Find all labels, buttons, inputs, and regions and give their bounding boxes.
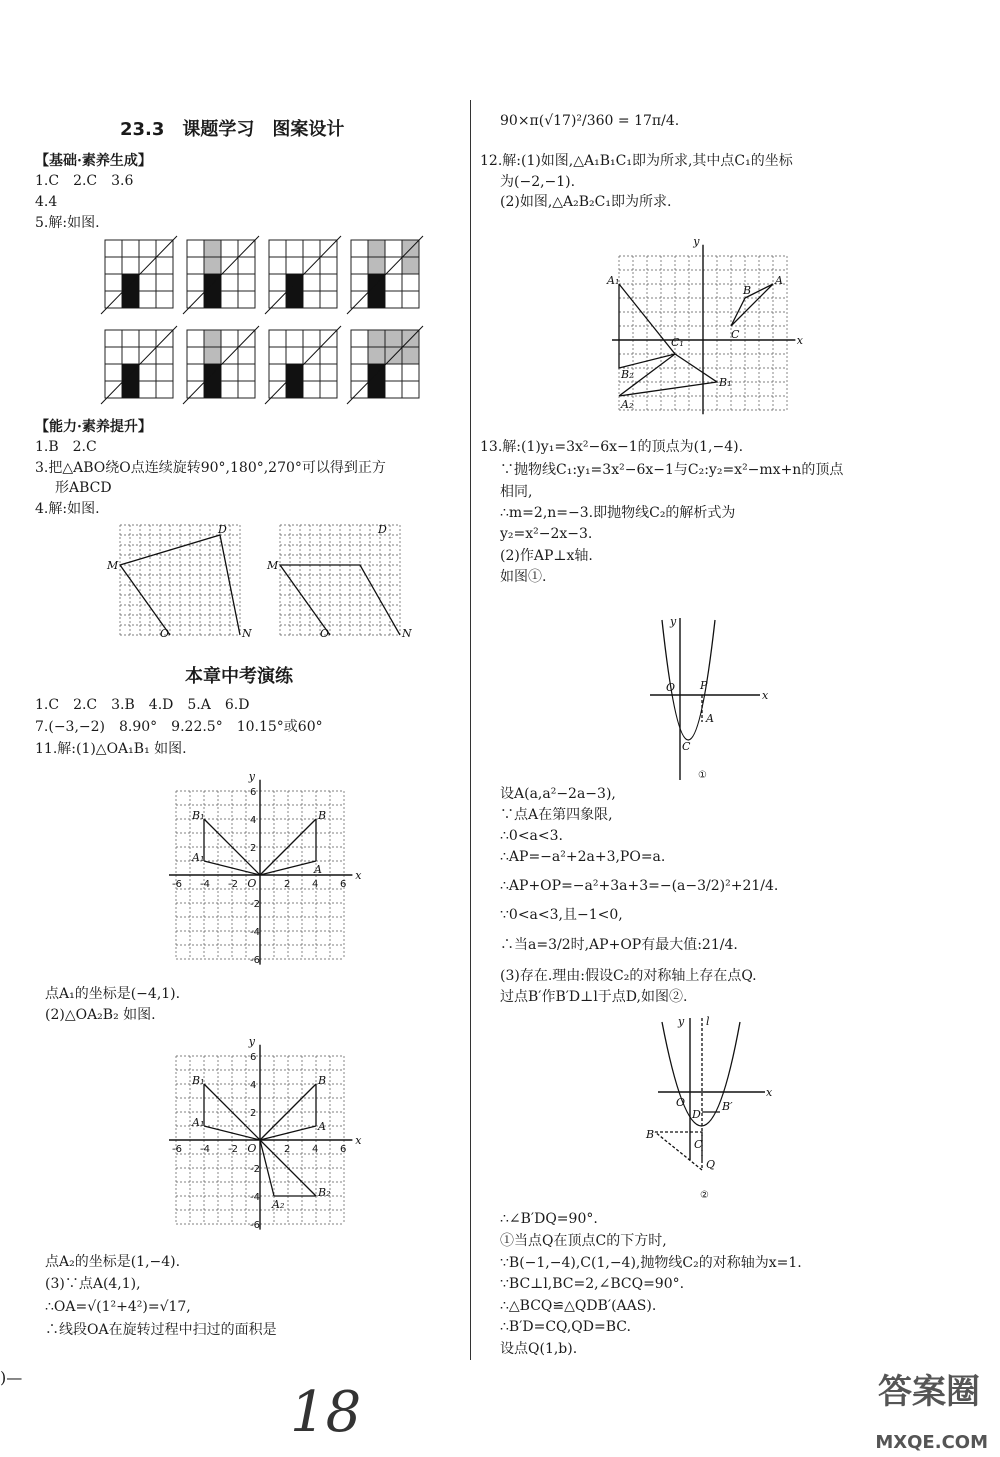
answer-line: (2)如图,△A₂B₂C₁即为所求. xyxy=(500,194,672,210)
grid-cell xyxy=(156,291,173,308)
answer-line: 1.C 2.C 3.6 xyxy=(35,173,134,189)
grid-cell xyxy=(269,330,286,347)
rotated-shape xyxy=(280,565,400,635)
answer-line: 如图①. xyxy=(500,569,547,585)
grid-cell xyxy=(105,364,122,381)
answer-line: 为(−2,−1). xyxy=(500,174,576,190)
grid-cell xyxy=(221,381,238,398)
grid-cell xyxy=(402,274,419,291)
answer-line: 点A₁的坐标是(−4,1). xyxy=(45,986,181,1002)
tick-label: 4 xyxy=(312,879,319,890)
grid-cell xyxy=(238,347,255,364)
line-label: l xyxy=(706,1015,710,1028)
y-axis-label: y xyxy=(248,1034,256,1048)
point-label: O xyxy=(320,627,330,640)
point-label: A₁ xyxy=(607,274,620,287)
grid-cell xyxy=(351,381,368,398)
grid-cell xyxy=(269,364,286,381)
figure-number: ① xyxy=(698,770,707,781)
figure-number: ② xyxy=(700,1190,709,1201)
grid-cell xyxy=(156,257,173,274)
grid-cell xyxy=(269,240,286,257)
grid-cell xyxy=(368,240,385,257)
answer-line: ∴OA=√(1²+4²)=√17, xyxy=(45,1299,191,1315)
tick-label: -2 xyxy=(250,899,260,910)
triangle-edge xyxy=(619,354,717,396)
answer-line: 12.解:(1)如图,△A₁B₁C₁即为所求,其中点C₁的坐标 xyxy=(480,153,793,169)
tick-label: -6 xyxy=(172,879,182,890)
point-label: O xyxy=(160,627,170,640)
grid-cell xyxy=(303,364,320,381)
tick-label: -2 xyxy=(228,1144,238,1155)
tick-label: -4 xyxy=(200,1144,210,1155)
grid-cell xyxy=(351,257,368,274)
grid-cell xyxy=(156,381,173,398)
grid-cell xyxy=(303,274,320,291)
point-label: N xyxy=(242,627,252,640)
y-axis-label: y xyxy=(670,615,677,628)
grid-cell xyxy=(385,364,402,381)
grid-cell xyxy=(204,347,221,364)
grid-cell xyxy=(368,347,385,364)
point-label: A₂ xyxy=(272,1198,285,1211)
answer-line: ∴△BCQ≌△QDB′(AAS). xyxy=(500,1298,657,1314)
tick-label: 4 xyxy=(250,815,257,826)
tick-label: 2 xyxy=(284,879,291,890)
tick-label: 4 xyxy=(312,1144,319,1155)
answer-line: ∴线段OA在旋转过程中扫过的面积是 xyxy=(45,1322,277,1338)
point-label: C xyxy=(682,740,691,753)
point-label: B₁ xyxy=(192,1074,205,1087)
y-axis-label: y xyxy=(248,769,256,783)
grid-cell xyxy=(402,364,419,381)
grid-cell xyxy=(187,274,204,291)
grid-cell xyxy=(139,274,156,291)
answer-line: ∴AP+OP=−a²+3a+3=−(a−3/2)²+21/4. xyxy=(500,878,779,894)
grid-cell xyxy=(139,330,156,347)
point-label: Q xyxy=(706,1158,716,1171)
tick-label: 6 xyxy=(340,879,347,890)
point-label: D xyxy=(378,523,387,536)
point-label: A₁ xyxy=(192,851,205,864)
grid-cell xyxy=(286,257,303,274)
parabola-figure-1 xyxy=(640,610,770,790)
x-axis-label: x xyxy=(796,334,804,347)
grid-cell xyxy=(286,347,303,364)
answer-line: ∴m=2,n=−3.即抛物线C₂的解析式为 xyxy=(500,505,736,521)
point-label: A xyxy=(706,712,714,725)
answer-line: 1.B 2.C xyxy=(35,439,97,455)
point-label: B′ xyxy=(722,1100,733,1113)
tick-label: 2 xyxy=(250,843,257,854)
tick-label: 2 xyxy=(284,1144,291,1155)
answer-line: ∴0<a<3. xyxy=(500,828,563,844)
grid-cell xyxy=(187,347,204,364)
tick-label: -2 xyxy=(250,1164,260,1175)
grid-cell xyxy=(139,381,156,398)
grid-cell xyxy=(139,291,156,308)
y-axis-label: y xyxy=(693,234,700,248)
grid-cell xyxy=(303,330,320,347)
point-label: B₂ xyxy=(621,368,634,381)
grid-cell xyxy=(187,240,204,257)
grid-cell xyxy=(320,364,337,381)
point-label: A₂ xyxy=(621,398,634,411)
answer-line: ∴∠B′DQ=90°. xyxy=(500,1211,598,1227)
grid-cell xyxy=(105,381,122,398)
point-label: D xyxy=(218,523,227,536)
section-heading-basic: 【基础·素养生成】 xyxy=(35,153,152,169)
black-block xyxy=(204,364,221,398)
tick-label: 6 xyxy=(340,1144,347,1155)
point-label: B xyxy=(318,809,327,822)
grid-cell xyxy=(303,381,320,398)
x-axis-label: x xyxy=(355,1134,362,1147)
grid-cell xyxy=(385,330,402,347)
grid-cell xyxy=(269,291,286,308)
grid-cell xyxy=(187,330,204,347)
grid-cell xyxy=(187,257,204,274)
grid-cell xyxy=(351,364,368,381)
black-block xyxy=(286,364,303,398)
point-label: B₁ xyxy=(192,809,205,822)
answer-line: ①当点Q在顶点C的下方时, xyxy=(500,1233,667,1249)
grid-cell xyxy=(105,240,122,257)
grid-cell xyxy=(122,330,139,347)
grid-cell xyxy=(368,257,385,274)
watermark-url: MXQE.COM xyxy=(875,1432,988,1453)
coordinate-figure-11-1 xyxy=(160,765,360,980)
answer-line: ∵B(−1,−4),C(1,−4),抛物线C₂的对称轴为x=1. xyxy=(500,1255,802,1271)
grid-cell xyxy=(320,291,337,308)
answer-line: 1.C 2.C 3.B 4.D 5.A 6.D xyxy=(35,697,250,713)
point-label: B₂ xyxy=(318,1186,331,1199)
grid-cell xyxy=(402,381,419,398)
grid-cell xyxy=(105,347,122,364)
grid-cell xyxy=(351,347,368,364)
answer-line: ∵抛物线C₁:y₁=3x²−6x−1与C₂:y₂=x²−mx+n的顶点 xyxy=(500,462,844,478)
answer-line: 设点Q(1,b). xyxy=(500,1341,578,1357)
grid-cell xyxy=(139,364,156,381)
x-axis-label: x xyxy=(766,1086,773,1099)
origin-label: O xyxy=(247,877,257,890)
grid-cell xyxy=(368,330,385,347)
point-label: M xyxy=(107,559,119,572)
grid-cell xyxy=(156,347,173,364)
answer-line: (3)∵点A(4,1), xyxy=(45,1276,141,1292)
grid-cell xyxy=(320,381,337,398)
grid-cell xyxy=(269,257,286,274)
black-block xyxy=(286,274,303,308)
grid-cell xyxy=(105,274,122,291)
grid-cell xyxy=(105,291,122,308)
point-label: O xyxy=(666,681,676,694)
grid-cell xyxy=(105,257,122,274)
grid-cell xyxy=(122,257,139,274)
grid-cell xyxy=(221,274,238,291)
point-label: N xyxy=(402,627,412,640)
answer-line: ∴B′D=CQ,QD=BC. xyxy=(500,1319,631,1335)
black-block xyxy=(204,274,221,308)
answer-line: 4.4 xyxy=(35,194,58,210)
grid-cell xyxy=(238,274,255,291)
point-label: A xyxy=(775,274,783,287)
grid-cell xyxy=(204,330,221,347)
answer-line: 过点B′作B′D⊥l于点D,如图②. xyxy=(500,989,688,1005)
coordinate-figure-12 xyxy=(605,215,810,430)
grid-cell xyxy=(402,347,419,364)
answer-line: (3)存在.理由:假设C₂的对称轴上存在点Q. xyxy=(500,968,757,984)
tick-label: 6 xyxy=(250,787,257,798)
grid-cell xyxy=(269,274,286,291)
point-label: C xyxy=(694,1138,703,1151)
grid-cell xyxy=(139,240,156,257)
grid-cell xyxy=(238,291,255,308)
grid-cell xyxy=(204,257,221,274)
x-axis-label: x xyxy=(355,869,362,882)
grid-cell xyxy=(221,364,238,381)
chapter-title: 本章中考演练 xyxy=(185,666,293,687)
tick-label: -4 xyxy=(200,879,210,890)
grid-cell xyxy=(351,240,368,257)
answer-line: 5.解:如图. xyxy=(35,215,100,231)
answer-line: 7.(−3,−2) 8.90° 9.22.5° 10.15°或60° xyxy=(35,719,323,735)
pattern-grids-figure xyxy=(105,240,425,405)
grid-cell xyxy=(221,240,238,257)
tick-label: 6 xyxy=(250,1052,257,1063)
grid-cell xyxy=(286,330,303,347)
grid-cell xyxy=(269,381,286,398)
grid-cell xyxy=(351,330,368,347)
answer-line: ∴AP=−a²+2a+3,PO=a. xyxy=(500,849,666,865)
point-label: A xyxy=(318,1120,326,1133)
grid-cell xyxy=(351,291,368,308)
black-block xyxy=(368,274,385,308)
triangle-edge xyxy=(260,1140,274,1196)
answer-line: ∴当a=3/2时,AP+OP有最大值:21/4. xyxy=(500,937,738,953)
grid-cell xyxy=(303,291,320,308)
answer-line: 点A₂的坐标是(1,−4). xyxy=(45,1254,181,1270)
grid-cell xyxy=(286,240,303,257)
grid-cell xyxy=(303,240,320,257)
section-heading-ability: 【能力·素养提升】 xyxy=(35,419,152,435)
grid-cell xyxy=(402,291,419,308)
tick-label: -4 xyxy=(250,1192,260,1203)
tick-label: 4 xyxy=(250,1080,257,1091)
point-label: B xyxy=(318,1074,327,1087)
triangle-edge xyxy=(731,284,773,326)
handwritten-page-number: 18 xyxy=(290,1380,362,1445)
black-block xyxy=(122,274,139,308)
watermark-logo: 答案圈 xyxy=(878,1372,980,1412)
point-label: A xyxy=(314,863,322,876)
grid-cell xyxy=(187,381,204,398)
answer-line: 11.解:(1)△OA₁B₁ 如图. xyxy=(35,741,187,757)
answer-line: ∵BC⊥l,BC=2,∠BCQ=90°. xyxy=(500,1276,685,1292)
grid-cell xyxy=(385,274,402,291)
grid-cell xyxy=(105,330,122,347)
grid-cell xyxy=(351,274,368,291)
answer-line: 4.解:如图. xyxy=(35,501,100,517)
grid-cell xyxy=(385,240,402,257)
point-label: P xyxy=(700,679,708,692)
y-axis-label: y xyxy=(678,1015,685,1028)
grid-cell xyxy=(238,364,255,381)
point-label: C₁ xyxy=(671,336,684,349)
grid-cell xyxy=(204,240,221,257)
grid-cell xyxy=(269,347,286,364)
section-title: 23.3 课题学习 图案设计 xyxy=(120,119,345,140)
grid-cell xyxy=(221,330,238,347)
grid-cell xyxy=(238,257,255,274)
tick-label: -2 xyxy=(228,879,238,890)
grid-cell xyxy=(402,257,419,274)
point-label: B xyxy=(743,284,752,297)
answer-line: (2)作AP⊥x轴. xyxy=(500,548,593,564)
point-label: B xyxy=(646,1128,655,1141)
grid-cell xyxy=(320,257,337,274)
answer-line: 形ABCD xyxy=(55,480,112,496)
tick-label: 2 xyxy=(250,1108,257,1119)
page-edge-mark: )— xyxy=(0,1368,23,1387)
answer-line: ∵点A在第四象限, xyxy=(500,807,613,823)
grid-cell xyxy=(320,347,337,364)
grid-cell xyxy=(320,274,337,291)
grid-cell xyxy=(156,364,173,381)
answer-line: (2)△OA₂B₂ 如图. xyxy=(45,1007,156,1023)
point-label: M xyxy=(267,559,279,572)
answer-line: 3.把△ABO绕O点连续旋转90°,180°,270°可以得到正方 xyxy=(35,460,386,476)
grid-cell xyxy=(122,347,139,364)
grid-cell xyxy=(122,240,139,257)
grid-cell xyxy=(238,381,255,398)
point-label: D xyxy=(692,1108,701,1121)
tick-label: -4 xyxy=(250,927,260,938)
point-label: A₁ xyxy=(192,1116,205,1129)
point-label: B₁ xyxy=(719,376,732,389)
column-divider xyxy=(470,100,471,1360)
answer-line: ∵0<a<3,且−1<0, xyxy=(500,907,623,923)
point-label: O xyxy=(676,1096,686,1109)
black-block xyxy=(368,364,385,398)
grid-cell xyxy=(221,291,238,308)
tick-label: -6 xyxy=(172,1144,182,1155)
rotation-figures xyxy=(100,520,430,645)
point-label: C xyxy=(731,328,740,341)
answer-line: 90×π(√17)²/360 = 17π/4. xyxy=(500,113,680,129)
tick-label: -6 xyxy=(250,955,260,966)
answer-line: y₂=x²−2x−3. xyxy=(500,526,593,542)
grid-cell xyxy=(187,364,204,381)
parabola-figure-2 xyxy=(640,1010,775,1210)
answer-line: 相同, xyxy=(500,484,533,500)
origin-label: O xyxy=(247,1142,257,1155)
grid-cell xyxy=(385,291,402,308)
grid-cell xyxy=(156,274,173,291)
x-axis-label: x xyxy=(762,689,769,702)
coordinate-figure-11-2 xyxy=(160,1030,360,1245)
tick-label: -6 xyxy=(250,1220,260,1231)
answer-line: 13.解:(1)y₁=3x²−6x−1的顶点为(1,−4). xyxy=(480,439,744,455)
black-block xyxy=(122,364,139,398)
grid-cell xyxy=(187,291,204,308)
answer-line: 设A(a,a²−2a−3), xyxy=(500,786,616,802)
grid-cell xyxy=(385,381,402,398)
